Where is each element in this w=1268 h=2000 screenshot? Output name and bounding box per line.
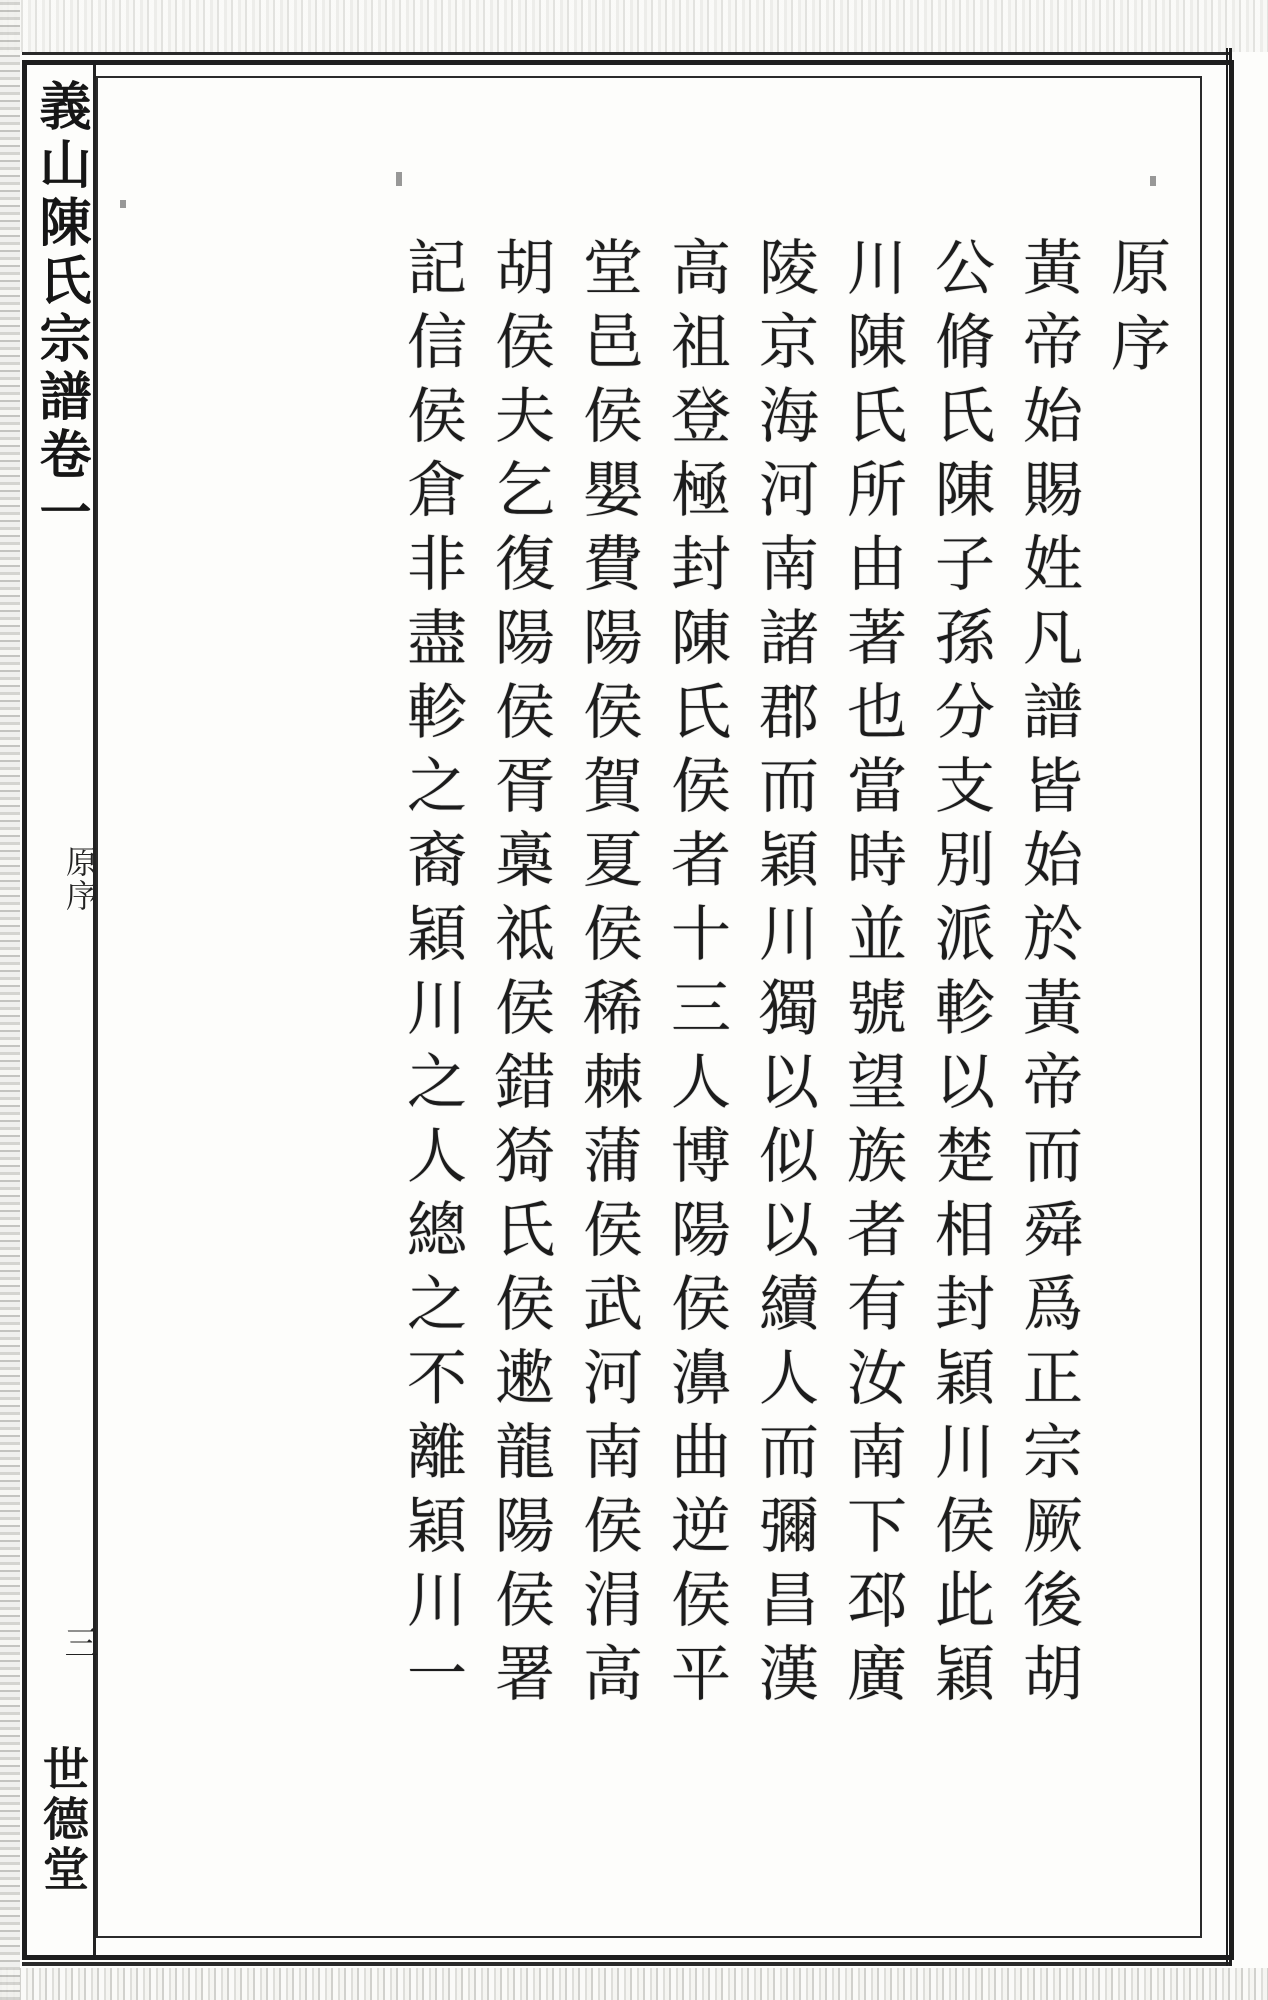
scan-edge-left bbox=[0, 0, 20, 2000]
preface-heading: 原序 bbox=[1101, 236, 1171, 388]
page-number: 三 bbox=[58, 1625, 98, 1659]
ink-speck bbox=[396, 172, 402, 186]
frame-right-double-rule bbox=[1226, 48, 1232, 1966]
text-column: 記信侯倉非盡軫之裔穎川之人總之不離穎川一 bbox=[397, 236, 467, 1716]
scan-edge-bottom bbox=[0, 1968, 1268, 2000]
book-title: 義山陳氏宗譜卷一 bbox=[30, 79, 91, 543]
text-column: 川陳氏所由著也當時並號望族者有汝南下邳廣 bbox=[837, 236, 907, 1716]
ink-speck bbox=[1150, 176, 1156, 186]
section-label: 原序 bbox=[61, 845, 99, 913]
ink-speck bbox=[120, 200, 126, 208]
preface-text bbox=[130, 236, 1180, 1936]
text-column: 高祖登極封陳氏侯者十三人博陽侯濞曲逆侯平 bbox=[661, 236, 731, 1716]
text-column: 胡侯夫乞復陽侯胥槀祗侯錯猗氏侯遬龍陽侯署 bbox=[485, 236, 555, 1716]
fore-edge-divider bbox=[93, 65, 96, 1955]
text-column: 堂邑侯嬰費陽侯賀夏侯稀棘蒲侯武河南侯涓高 bbox=[573, 236, 643, 1716]
frame-top-rule bbox=[22, 52, 1232, 55]
publisher-name: 世德堂 bbox=[36, 1745, 90, 1895]
fore-edge-strip bbox=[27, 65, 99, 1955]
text-column: 陵京海河南諸郡而穎川獨以似以續人而彌昌漢 bbox=[749, 236, 819, 1716]
scan-edge-top bbox=[0, 0, 1268, 52]
text-column: 黃帝始賜姓凡譜皆始於黃帝而舜爲正宗厥後胡 bbox=[1013, 236, 1083, 1716]
text-column: 公脩氏陳子孫分支別派軫以楚相封穎川侯此穎 bbox=[925, 236, 995, 1716]
frame-bottom-rule bbox=[22, 1962, 1232, 1966]
